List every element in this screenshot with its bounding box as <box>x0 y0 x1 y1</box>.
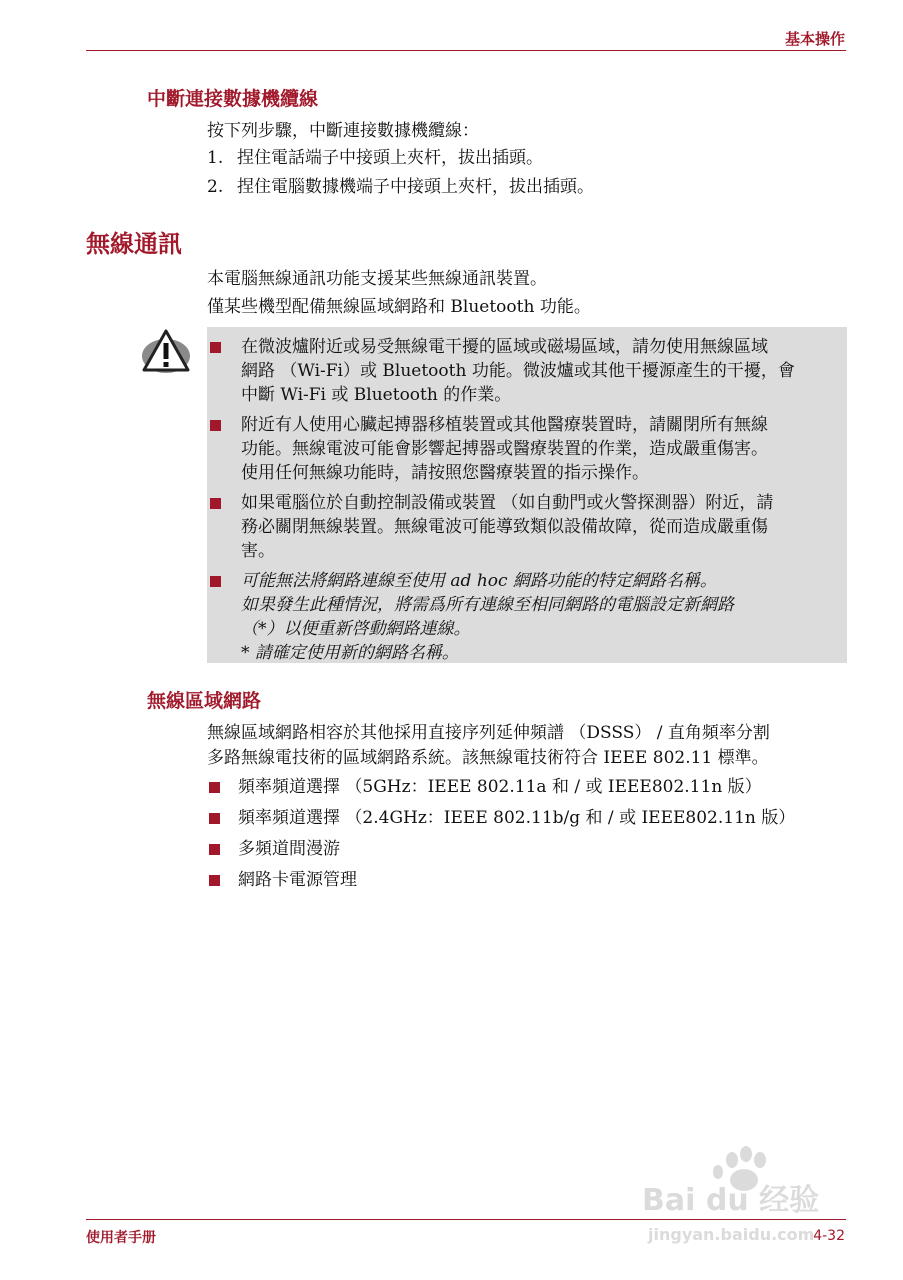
bullet-square-icon <box>210 576 221 587</box>
header-rule <box>86 50 846 51</box>
wireless-para-1: 本電腦無線通訊功能支援某些無線通訊裝置。 <box>207 269 547 289</box>
wlan-heading: 無線區域網路 <box>147 690 262 712</box>
wlan-feature-list <box>207 772 795 896</box>
warning-line: 附近有人使用心臟起搏器移植裝置或其他醫療裝置時，請關閉所有無線 <box>241 415 768 435</box>
watermark-brand: Bai du 经验 <box>642 1183 820 1218</box>
warning-line: 如果電腦位於自動控制設備或裝置 （如自動門或火警探測器）附近，請 <box>241 493 774 513</box>
step-item <box>207 173 594 202</box>
warning-line: 害。 <box>241 541 275 561</box>
feature-text: 頻率頻道選擇 （5GHz：IEEE 802.11a 和 / 或 IEEE802.11n 版） <box>238 777 762 797</box>
warning-item <box>207 335 847 407</box>
step-text: 捏住電腦數據機端子中接頭上夾杆，拔出插頭。 <box>237 177 594 197</box>
warning-line: 可能無法將網路連線至使用 ad hoc 網路功能的特定網路名稱。 <box>241 571 717 591</box>
warning-line: 如果發生此種情況，將需爲所有連線至相同網路的電腦設定新網路 <box>241 595 734 615</box>
feature-text: 頻率頻道選擇 （2.4GHz：IEEE 802.11b/g 和 / 或 IEEE802.11n 版） <box>238 808 796 828</box>
feature-text: 多頻道間漫游 <box>238 839 340 859</box>
list-item <box>207 834 795 865</box>
footer-manual-title: 使用者手册 <box>86 1230 156 1246</box>
wlan-para-line-1: 無線區域網路相容於其他採用直接序列延伸頻譜 （DSSS） / 直角頻率分割 <box>207 723 770 743</box>
warning-line: 網路 （Wi-Fi）或 Bluetooth 功能。微波爐或其他干擾源產生的干擾，會 <box>241 361 795 381</box>
bullet-square-icon <box>209 782 220 793</box>
bullet-square-icon <box>209 875 220 886</box>
warning-item <box>207 413 847 485</box>
step-item <box>207 144 594 173</box>
wireless-heading: 無線通訊 <box>86 230 182 258</box>
feature-text: 網路卡電源管理 <box>238 870 357 890</box>
footer-rule <box>86 1219 846 1220</box>
watermark-url: jingyan.baidu.com <box>648 1225 815 1244</box>
disconnect-intro: 按下列步驟，中斷連接數據機纜線： <box>207 121 479 141</box>
list-item <box>207 803 795 834</box>
step-text: 捏住電話端子中接頭上夾杆，拔出插頭。 <box>237 148 543 168</box>
warning-line: 使用任何無線功能時，請按照您醫療裝置的指示操作。 <box>241 463 649 483</box>
warning-line: 務必關閉無線裝置。無線電波可能導致類似設備故障，從而造成嚴重傷 <box>241 517 768 537</box>
warning-item <box>207 491 847 563</box>
list-item <box>207 865 795 896</box>
warning-line: （*）以便重新啓動網路連線。 <box>241 619 471 639</box>
step-number: 1. <box>207 148 224 168</box>
disconnect-heading: 中斷連接數據機纜線 <box>147 88 319 110</box>
wlan-para-line-2: 多路無線電技術的區域網路系統。該無線電技術符合 IEEE 802.11 標準。 <box>207 748 769 768</box>
bullet-square-icon <box>210 342 221 353</box>
list-item <box>207 772 795 803</box>
bullet-square-icon <box>209 813 220 824</box>
wireless-para-2: 僅某些機型配備無線區域網路和 Bluetooth 功能。 <box>207 297 591 317</box>
warning-triangle-icon <box>141 328 191 374</box>
warning-line: 在微波爐附近或易受無線電干擾的區域或磁場區域，請勿使用無線區域 <box>241 337 768 357</box>
bullet-square-icon <box>210 420 221 431</box>
bullet-square-icon <box>210 498 221 509</box>
step-number: 2. <box>207 177 224 197</box>
page-number: 4-32 <box>813 1228 845 1244</box>
header-title: 基本操作 <box>784 30 845 48</box>
warning-item <box>207 569 847 665</box>
warning-line: * 請確定使用新的網路名稱。 <box>241 643 459 663</box>
warning-box <box>207 327 847 663</box>
warning-line: 功能。無線電波可能會影響起搏器或醫療裝置的作業，造成嚴重傷害。 <box>241 439 768 459</box>
warning-line: 中斷 Wi-Fi 或 Bluetooth 的作業。 <box>241 385 512 405</box>
bullet-square-icon <box>209 844 220 855</box>
disconnect-steps <box>207 144 594 202</box>
